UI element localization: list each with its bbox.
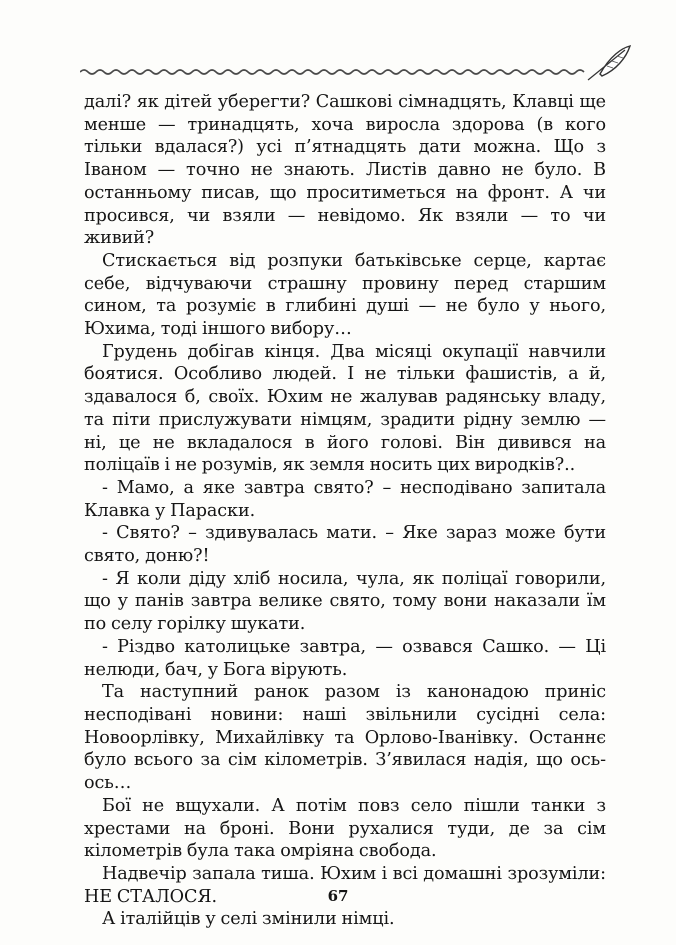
paragraph: Грудень добігав кінця. Два місяці окупації навчили боятися. Особливо людей. І не тільки фашистів, а й, здавалося б, своїх. Юхим не жалував радянську владу, та піти прислужувати німцям, зрадити рідну землю — ні, це не вкладалося в його голові. Він дивився на поліцаїв і не розумів, як земля носить цих виродків?.. xyxy=(84,341,606,476)
paragraph: Та наступний ранок разом із канонадою приніс несподівані новини: наші звільнили сусідні села: Новоорлівку, Михайлівку та Орлово-Іванівку. Останнє було всього за сім кілометрів. З’явилася надія, що ось-ось… xyxy=(84,682,606,794)
wavy-line-icon xyxy=(80,70,584,74)
dialogue-line: - Різдво католицьке завтра, — озвався Сашко. — Ці нелюди, бач, у Бога вірують. xyxy=(84,636,606,680)
dialogue-line: - Мамо, а яке завтра свято? – несподівано запитала Клавка у Параски. xyxy=(84,477,606,521)
page-number: 67 xyxy=(327,887,349,905)
paragraph: далі? як дітей уберегти? Сашкові сімнадцять, Клавці ще менше — тринадцять, хоча виросла здорова (в кого тільки вдалася?) усі п’ятнадцять дати можна. Що з Іваном — точно не знають. Листів давно не було. В останньому писав, що проситиметься на фронт. А чи просився, чи взяли — невідомо. Як взяли — то чи живий? xyxy=(84,92,606,249)
paragraph: Стискається від розпуки батьківське серце, картає себе, відчуваючи страшну провину перед старшим сином, та розуміє в глибині душі — не було у нього, Юхима, тоді іншого вибору… xyxy=(84,250,606,340)
paragraph: А італійців у селі змінили німці. xyxy=(102,909,395,930)
feather-quill-ornament-icon xyxy=(80,44,632,84)
paragraph: Бої не вщухали. А потім повз село пішли танки з хрестами на броні. Вони рухалися туди, де за сім кілометрів була така омріяна свобода. xyxy=(84,795,606,862)
dialogue-line: - Я коли діду хліб носила, чула, як поліцаї говорили, що у панів завтра велике свято, тому вони наказали їм по селу горілку шукати. xyxy=(84,568,606,635)
dialogue-line: - Свято? – здивувалась мати. – Яке зараз може бути свято, доню?! xyxy=(84,523,606,567)
feather-quill-icon xyxy=(588,46,630,80)
paragraph: Надвечір запала тиша. Юхим і всі домашні зрозуміли: НЕ СТАЛОСЯ. xyxy=(84,863,606,907)
body-text xyxy=(84,91,606,931)
